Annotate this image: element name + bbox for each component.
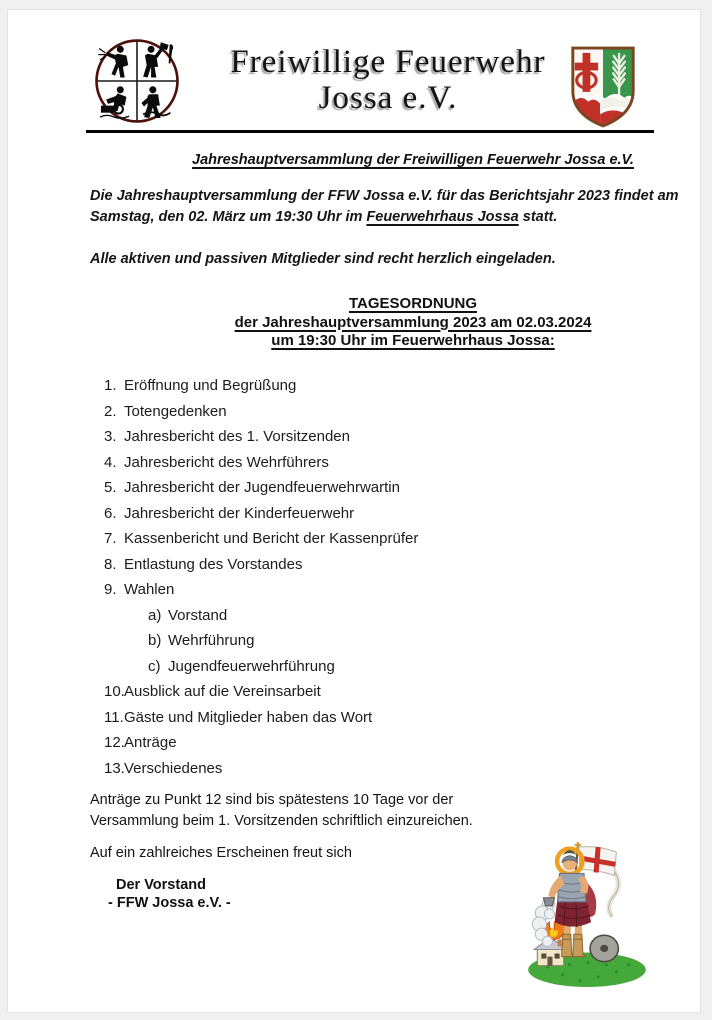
agenda-item-marker: a) (148, 606, 162, 624)
header-divider (86, 130, 654, 133)
agenda-item-marker: c) (148, 657, 161, 675)
agenda-item-label: Ausblick auf die Vereinsarbeit (124, 683, 321, 700)
deadline-note: Anträge zu Punkt 12 sind bis spätestens 10 Tage vor der Versammlung beim 1. Vorsitzenden schriftlich einzureichen. (90, 792, 473, 829)
agenda-item-marker: 4. (104, 453, 117, 471)
agenda-item-label: Kassenbericht und Bericht der Kassenprüfer (124, 530, 419, 547)
agenda-item (104, 528, 624, 549)
agenda-item-label: Jugendfeuerwehrführung (168, 657, 335, 675)
agenda-item (104, 707, 624, 728)
agenda-item-marker: 9. (104, 581, 117, 598)
org-name-line2: Jossa e.V. (318, 80, 458, 116)
agenda-item (104, 477, 624, 498)
invitation-body-text: Die Jahreshauptversammlung der FFW Jossa e.V. für das Berichtsjahr 2023 findet am Samstag, den 02. März um 19:30 Uhr im (90, 188, 679, 225)
agenda-item-label: Totengedenken (124, 402, 227, 420)
agenda-heading-line3: um 19:30 Uhr im Feuerwehrhaus Jossa: (271, 332, 555, 349)
saint-florian-illustration (527, 841, 649, 989)
agenda-item (104, 605, 624, 626)
agenda-item-marker: 5. (104, 479, 117, 496)
agenda-heading-line2: der Jahreshauptversammlung 2023 am 02.03.2024 (234, 313, 592, 331)
agenda-item (104, 656, 624, 677)
agenda-item-label: Wahlen (124, 581, 175, 598)
agenda-item (104, 732, 624, 753)
signature-line2: - FFW Jossa e.V. - (108, 894, 231, 911)
agenda-heading-line1: TAGESORDNUNG (348, 295, 478, 312)
agenda-item-label: Verschiedenes (124, 759, 223, 777)
agenda-item-marker: 13. (104, 759, 125, 777)
agenda-heading (108, 295, 712, 351)
coat-of-arms-icon (566, 40, 640, 134)
invitation-body (90, 186, 708, 228)
invitation-location-underlined: Feuerwehrhaus Jossa (366, 209, 519, 225)
agenda-item (104, 503, 624, 524)
document-page (8, 10, 700, 1012)
agenda-item-marker: 10. (104, 683, 125, 700)
agenda-item-marker: 2. (104, 402, 117, 420)
agenda-item (104, 554, 624, 575)
agenda-item-label: Anträge (124, 734, 177, 751)
closing-invitation-line: Auf ein zahlreiches Erscheinen freut sich (90, 845, 352, 861)
agenda-item (104, 426, 624, 447)
agenda-item-marker: 3. (104, 428, 117, 445)
agenda-item-label: Wehrführung (168, 632, 255, 649)
agenda-item-label: Eröffnung und Begrüßung (124, 377, 297, 394)
agenda-item-marker: 12. (104, 734, 125, 751)
agenda-item-marker: 6. (104, 504, 117, 522)
agenda-item (104, 579, 624, 600)
agenda-item (104, 630, 624, 651)
agenda-item-marker: 7. (104, 530, 117, 547)
document-header-title (158, 44, 618, 116)
agenda-item-marker: 1. (104, 377, 117, 394)
agenda-item-label: Jahresbericht der Kinderfeuerwehr (124, 504, 355, 522)
agenda-item-marker: 11. (104, 708, 124, 726)
agenda-item-label: Entlastung des Vorstandes (124, 555, 303, 573)
invitation-body-tail: statt. (518, 209, 558, 225)
org-name-line1: Freiwillige Feuerwehr (230, 44, 546, 80)
signature-line1: Der Vorstand (116, 877, 206, 893)
agenda-item-marker: 8. (104, 555, 117, 573)
agenda-item-label: Vorstand (168, 606, 228, 624)
agenda-item (104, 758, 624, 779)
agenda-item-label: Jahresbericht der Jugendfeuerwehrwartin (124, 479, 400, 496)
agenda-item (104, 375, 624, 396)
agenda-item-marker: b) (148, 632, 162, 649)
agenda-item-label: Jahresbericht des 1. Vorsitzenden (124, 428, 350, 445)
agenda-item (104, 401, 624, 422)
agenda-item-label: Gäste und Mitglieder haben das Wort (124, 708, 373, 726)
invitation-note: Alle aktiven und passiven Mitglieder sind recht herzlich eingeladen. (90, 251, 556, 267)
agenda-item (104, 452, 624, 473)
invitation-title: Jahreshauptversammlung der Freiwilligen Feuerwehr Jossa e.V. (192, 152, 634, 168)
agenda-item (104, 681, 624, 702)
agenda-item-label: Jahresbericht des Wehrführers (124, 453, 329, 471)
signature-block (108, 877, 231, 912)
agenda-list (104, 375, 624, 783)
